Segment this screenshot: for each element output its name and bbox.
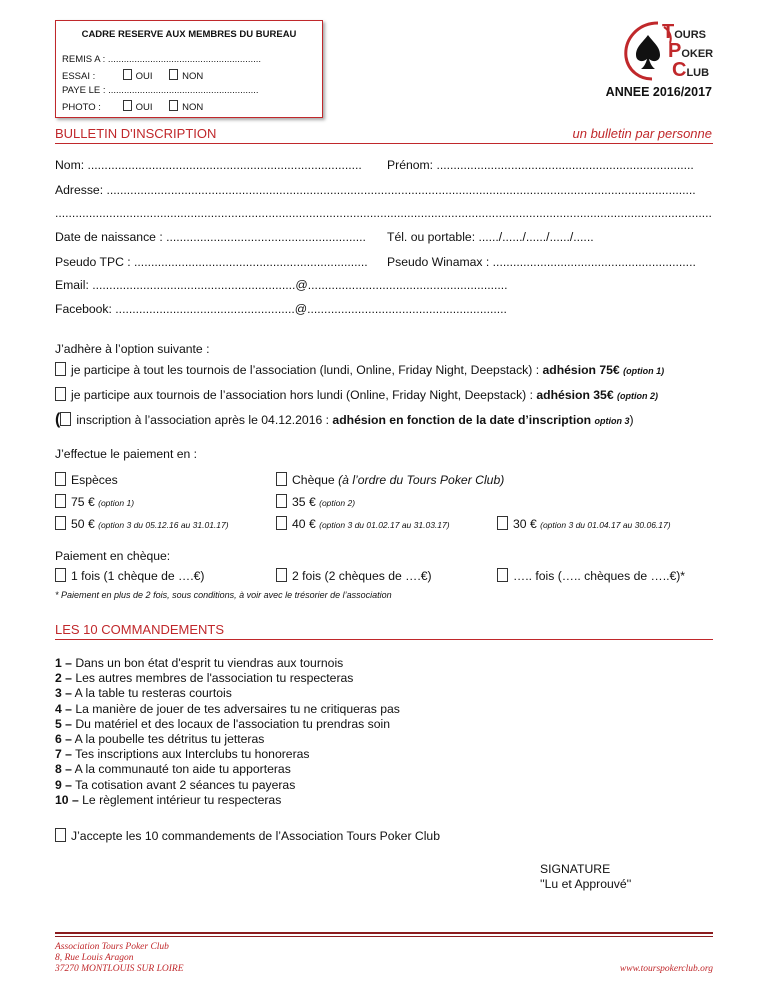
pay-cheque-checkbox[interactable] [276, 472, 287, 486]
tel-field[interactable]: Tél. ou portable: ....../....../....../....../...... [387, 230, 594, 244]
accept-checkbox[interactable] [55, 828, 66, 842]
footer-rule [55, 932, 713, 934]
commandements-rule [55, 639, 713, 640]
pay-75-label: 75 € [71, 495, 95, 509]
photo-oui-label: OUI [135, 102, 153, 113]
logo-t: T [662, 21, 675, 43]
logo-c: C [672, 59, 687, 81]
payment-intro: J’effectue le paiement en : [55, 447, 198, 461]
commandement-text: Le règlement intérieur tu respecteras [78, 792, 282, 807]
essai-non-checkbox[interactable] [169, 69, 178, 80]
pseudo-winamax-field[interactable]: Pseudo Winamax : ............................................................ [387, 255, 696, 269]
commandement-text: Tes inscriptions aux Interclubs tu honoreras [71, 747, 310, 762]
pay-50-checkbox[interactable] [55, 516, 66, 530]
pay-50 [55, 516, 229, 531]
signature-label: SIGNATURE [540, 862, 611, 876]
option-1-tag: (option 1) [623, 366, 665, 376]
pay-50-label: 50 € [71, 517, 95, 531]
essai-row [62, 69, 203, 82]
adresse-field[interactable]: Adresse: .............................................................................................................................................................................. [55, 183, 696, 197]
option-3-price: adhésion en fonction de la date d’inscription [332, 413, 592, 427]
logo-ours: OURS [674, 29, 706, 41]
essai-oui-label: OUI [135, 71, 153, 82]
option-3-text: inscription à l’association après le 04.12.2016 : [76, 413, 333, 427]
pay-50-note: (option 3 du 05.12.16 au 31.01.17) [98, 520, 229, 530]
commandement-text: A la poubelle tes détritus tu jetteras [71, 732, 265, 747]
footer-city: 37270 MONTLOUIS SUR LOIRE [55, 964, 184, 974]
pay-30 [497, 516, 671, 531]
cheque-intro: Paiement en chèque: [55, 549, 171, 563]
paye-le-field: PAYE LE : ......................................................... [62, 85, 259, 96]
option-3-tag: option 3 [594, 416, 630, 426]
photo-oui-checkbox[interactable] [123, 100, 132, 111]
commandement-num: 6 – [55, 732, 72, 747]
commandement-item [55, 656, 555, 671]
season-year: ANNEE 2016/2017 [605, 85, 712, 99]
footer-street: 8, Rue Louis Aragon [55, 953, 134, 963]
essai-label: ESSAI : [62, 71, 96, 82]
pay-especes-checkbox[interactable] [55, 472, 66, 486]
commandement-text: La manière de jouer de tes adversaires tu ne critiqueras pas [71, 701, 400, 716]
commandement-item [55, 762, 555, 777]
option-1-row [55, 362, 664, 377]
remis-a-field: REMIS A : .......................................................... [62, 54, 262, 65]
option-1-text: je participe à tout les tournois de l’association (lundi, Online, Friday Night, Deepstack) : [71, 363, 543, 377]
option-3-paren-close: ) [629, 413, 634, 427]
option-2-checkbox[interactable] [55, 387, 66, 401]
pay-35-checkbox[interactable] [276, 494, 287, 508]
commandement-num: 2 – [55, 671, 72, 686]
photo-row [62, 100, 203, 113]
commandements-list [55, 656, 555, 808]
commandement-num: 4 – [55, 701, 72, 716]
bulletin-rule [55, 143, 713, 144]
pay-cheque [276, 472, 504, 487]
footer-website-link[interactable]: www.tourspokerclub.org [619, 964, 713, 974]
commandement-item [55, 702, 555, 717]
cheque-opt-1-label: 1 fois (1 chèque de ….€) [71, 569, 205, 583]
pay-cheque-label: Chèque [292, 473, 335, 487]
commandement-text: Du matériel et des locaux de l'association tu prendras soin [71, 716, 390, 731]
option-2-row [55, 387, 658, 402]
commandement-item [55, 732, 555, 747]
commandement-item [55, 747, 555, 762]
office-reserved-box [55, 20, 323, 118]
pay-75 [55, 494, 134, 509]
pay-40-note: (option 3 du 01.02.17 au 31.03.17) [319, 520, 450, 530]
pay-30-checkbox[interactable] [497, 516, 508, 530]
footer-rule-thin [55, 936, 713, 937]
option-3-checkbox[interactable] [60, 412, 71, 426]
accept-label: J’accepte les 10 commandements de l’Association Tours Poker Club [71, 829, 440, 843]
commandement-num: 5 – [55, 716, 72, 731]
option-2-text: je participe aux tournois de l’association hors lundi (Online, Friday Night, Deepstack) : [71, 388, 537, 402]
photo-non-checkbox[interactable] [169, 100, 178, 111]
commandement-item [55, 671, 555, 686]
cheque-opt-2-label: 2 fois (2 chèques de ….€) [292, 569, 432, 583]
pseudo-tpc-field[interactable]: Pseudo TPC : ..................................................................... [55, 255, 368, 269]
commandement-text: Les autres membres de l'association tu respecteras [71, 671, 354, 686]
option-3-row [55, 411, 634, 429]
option-1-checkbox[interactable] [55, 362, 66, 376]
pay-35 [276, 494, 355, 509]
pay-75-checkbox[interactable] [55, 494, 66, 508]
cheque-footnote: * Paiement en plus de 2 fois, sous conditions, à voir avec le trésorier de l’association [55, 590, 392, 600]
essai-non-label: NON [182, 71, 204, 82]
cheque-opt-1-checkbox[interactable] [55, 568, 66, 582]
commandement-text: A la table tu resteras courtois [71, 686, 232, 701]
essai-oui-checkbox[interactable] [123, 69, 132, 80]
commandement-num: 10 – [55, 792, 79, 807]
pay-cheque-note: (à l’ordre du Tours Poker Club) [338, 473, 505, 487]
commandement-text: A la communauté ton aide tu apporteras [71, 762, 291, 777]
pay-40-checkbox[interactable] [276, 516, 287, 530]
photo-non-label: NON [182, 102, 204, 113]
nom-field[interactable]: Nom: ................................................................................. [55, 158, 362, 172]
option-1-price: adhésion 75€ [542, 363, 620, 377]
option-2-price: adhésion 35€ [536, 388, 614, 402]
naissance-field[interactable]: Date de naissance : ........................................................... [55, 230, 366, 244]
pay-30-note: (option 3 du 01.04.17 au 30.06.17) [540, 520, 671, 530]
pay-35-note: (option 2) [319, 498, 356, 508]
cheque-opt-1 [55, 568, 204, 583]
cheque-opt-2 [276, 568, 432, 583]
adresse-line2-field[interactable]: .................................................................................................................................................................................................. [55, 206, 712, 220]
photo-label: PHOTO : [62, 102, 101, 113]
commandement-text: Ta cotisation avant 2 séances tu payeras [71, 777, 296, 792]
cheque-opt-3-checkbox[interactable] [497, 568, 508, 582]
logo-line-club [672, 59, 709, 82]
per-person-note: un bulletin par personne [572, 126, 712, 141]
facebook-field[interactable]: Facebook: .....................................................@........................................................... [55, 302, 507, 316]
logo-p: P [668, 40, 682, 62]
section-commandements-title: LES 10 COMMANDEMENTS [55, 622, 225, 637]
commandement-item [55, 686, 555, 701]
commandement-num: 8 – [55, 762, 72, 777]
commandement-num: 9 – [55, 777, 72, 792]
footer-org: Association Tours Poker Club [55, 942, 169, 952]
commandement-item [55, 717, 555, 732]
commandement-num: 7 – [55, 747, 72, 762]
logo-lub: LUB [686, 67, 710, 79]
prenom-field[interactable]: Prénom: ............................................................................ [387, 158, 694, 172]
pay-especes [55, 472, 118, 487]
footer-address [55, 942, 184, 975]
pay-40 [276, 516, 450, 531]
option-intro: J’adhère à l’option suivante : [55, 342, 210, 356]
cheque-opt-2-checkbox[interactable] [276, 568, 287, 582]
cheque-opt-3 [497, 568, 685, 583]
section-bulletin-title: BULLETIN D'INSCRIPTION [55, 126, 217, 141]
commandement-num: 3 – [55, 686, 72, 701]
commandement-num: 1 – [55, 656, 72, 670]
commandement-item [55, 778, 555, 793]
pay-30-label: 30 € [513, 517, 537, 531]
logo-oker: OKER [681, 48, 714, 60]
pay-75-note: (option 1) [98, 498, 135, 508]
commandement-item [55, 793, 555, 808]
accept-row [55, 828, 440, 843]
club-logo [618, 17, 718, 83]
pay-35-label: 35 € [292, 495, 316, 509]
pay-especes-label: Espèces [71, 473, 118, 487]
option-2-tag: (option 2) [617, 391, 659, 401]
option-3-paren-open: ( [55, 411, 61, 428]
signature-note: ''Lu et Approuvé'' [540, 877, 632, 891]
cheque-opt-3-label: ….. fois (….. chèques de …..€)* [513, 569, 686, 583]
email-field[interactable]: Email: ............................................................@........................................................... [55, 278, 508, 292]
pay-40-label: 40 € [292, 517, 316, 531]
commandement-text: Dans un bon état d'esprit tu viendras aux tournois [71, 656, 344, 670]
office-box-title: CADRE RESERVE AUX MEMBRES DU BUREAU [81, 29, 297, 40]
